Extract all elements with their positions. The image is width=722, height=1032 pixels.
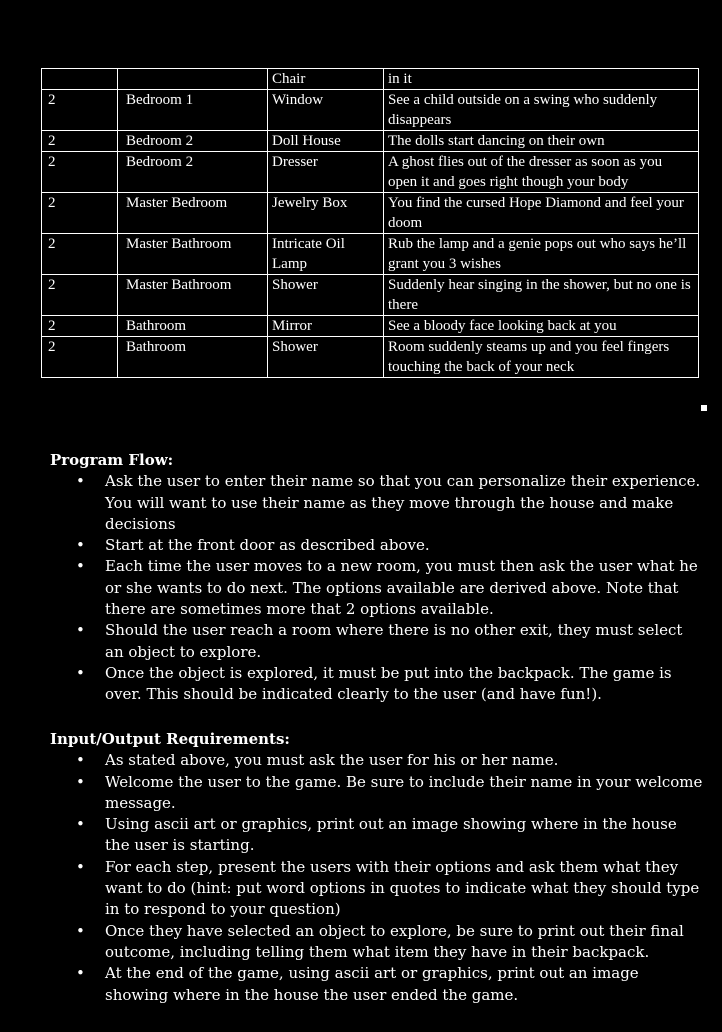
table-cell: Shower — [268, 337, 384, 378]
list-item-text: Ask the user to enter their name so that you can personalize their experience. You will want to use their name as they move through the house and make decisions — [105, 472, 701, 533]
table-cell: Shower — [268, 275, 384, 316]
table-cell: Chair — [268, 69, 384, 90]
table-cell: A ghost flies out of the dresser as soon as you open it and goes right though your body — [384, 152, 699, 193]
table-cell — [42, 69, 118, 90]
table-cell: 2 — [42, 152, 118, 193]
table-cell: Jewelry Box — [268, 193, 384, 234]
list-item — [50, 620, 705, 663]
bullet-icon: • — [76, 557, 85, 576]
list-item-text: Once they have selected an object to explore, be sure to print out their final outcome, including telling them what item they have in their backpack. — [105, 921, 684, 961]
list-item-text: Using ascii art or graphics, print out an image showing where in the house the user is starting. — [105, 815, 677, 855]
list-item — [50, 963, 705, 1006]
table-row — [42, 193, 699, 234]
table-cell: in it — [384, 69, 699, 90]
io-requirements-section — [50, 729, 705, 1006]
bullet-icon: • — [76, 472, 85, 491]
table-cell — [118, 69, 268, 90]
list-item — [50, 750, 705, 771]
table-row — [42, 152, 699, 193]
list-item-text: Start at the front door as described above. — [105, 536, 430, 555]
bullet-list — [50, 471, 705, 705]
table-cell: See a child outside on a swing who suddenly disappears — [384, 90, 699, 131]
bullet-icon: • — [76, 815, 85, 834]
table-cell: Mirror — [268, 316, 384, 337]
bullet-icon: • — [76, 964, 85, 983]
table-row — [42, 234, 699, 275]
table-cell: The dolls start dancing on their own — [384, 131, 699, 152]
table-row — [42, 90, 699, 131]
table-row — [42, 69, 699, 90]
list-item — [50, 556, 705, 620]
bullet-icon: • — [76, 857, 85, 876]
bullet-icon: • — [76, 772, 85, 791]
table-row — [42, 275, 699, 316]
table-row — [42, 131, 699, 152]
table-cell: Bathroom — [118, 337, 268, 378]
list-item — [50, 814, 705, 857]
table-resize-handle[interactable] — [701, 405, 707, 411]
list-item-text: For each step, present the users with their options and ask them what they want to do (hint: put word options in quotes to indicate what they should type in to respond to your question) — [105, 857, 700, 919]
table-cell: 2 — [42, 234, 118, 275]
table-cell: Bathroom — [118, 316, 268, 337]
table-row — [42, 316, 699, 337]
table-cell: Bedroom 2 — [118, 152, 268, 193]
table-cell: 2 — [42, 316, 118, 337]
list-item — [50, 857, 705, 921]
list-item — [50, 535, 705, 556]
list-item-text: As stated above, you must ask the user for his or her name. — [105, 751, 559, 770]
list-item — [50, 921, 705, 964]
table-cell: Bedroom 2 — [118, 131, 268, 152]
table-cell: Master Bathroom — [118, 275, 268, 316]
bullet-icon: • — [76, 921, 85, 940]
table-cell: Room suddenly steams up and you feel fingers touching the back of your neck — [384, 337, 699, 378]
table-cell: Doll House — [268, 131, 384, 152]
list-item-text: Once the object is explored, it must be put into the backpack. The game is over. This should be indicated clearly to the user (and have fun!). — [105, 663, 672, 704]
program-flow-section — [50, 450, 705, 706]
table-row — [42, 337, 699, 378]
list-item-text: Should the user reach a room where there is no other exit, they must select an object to explore. — [105, 621, 683, 661]
section-heading: Input/Output Requirements: — [50, 730, 290, 748]
table-cell: 2 — [42, 275, 118, 316]
list-item-text: Welcome the user to the game. Be sure to include their name in your welcome message. — [105, 772, 703, 812]
bullet-list — [50, 750, 705, 1006]
table-cell: 2 — [42, 337, 118, 378]
table-cell: 2 — [42, 90, 118, 131]
table-cell: Window — [268, 90, 384, 131]
table-cell: Master Bedroom — [118, 193, 268, 234]
bullet-icon: • — [76, 621, 85, 640]
bullet-icon: • — [76, 751, 85, 770]
room-objects-table — [41, 68, 699, 378]
table-cell: You find the cursed Hope Diamond and feel your doom — [384, 193, 699, 234]
table-cell: Bedroom 1 — [118, 90, 268, 131]
bullet-icon: • — [76, 663, 85, 682]
list-item-text: Each time the user moves to a new room, you must then ask the user what he or she wants to do next. The options available are derived above. Note that there are sometimes more that 2 options available. — [105, 557, 698, 619]
table-cell: See a bloody face looking back at you — [384, 316, 699, 337]
table-cell: 2 — [42, 193, 118, 234]
section-heading: Program Flow: — [50, 451, 174, 469]
list-item — [50, 663, 705, 706]
table-cell: Rub the lamp and a genie pops out who says he’ll grant you 3 wishes — [384, 234, 699, 275]
bullet-icon: • — [76, 536, 85, 555]
table-cell: 2 — [42, 131, 118, 152]
table-cell: Suddenly hear singing in the shower, but no one is there — [384, 275, 699, 316]
table-cell: Master Bathroom — [118, 234, 268, 275]
list-item-text: At the end of the game, using ascii art or graphics, print out an image showing where in the house the user ended the game. — [105, 964, 639, 1004]
list-item — [50, 471, 705, 535]
table-cell: Intricate Oil Lamp — [268, 234, 384, 275]
list-item — [50, 772, 705, 815]
table-cell: Dresser — [268, 152, 384, 193]
